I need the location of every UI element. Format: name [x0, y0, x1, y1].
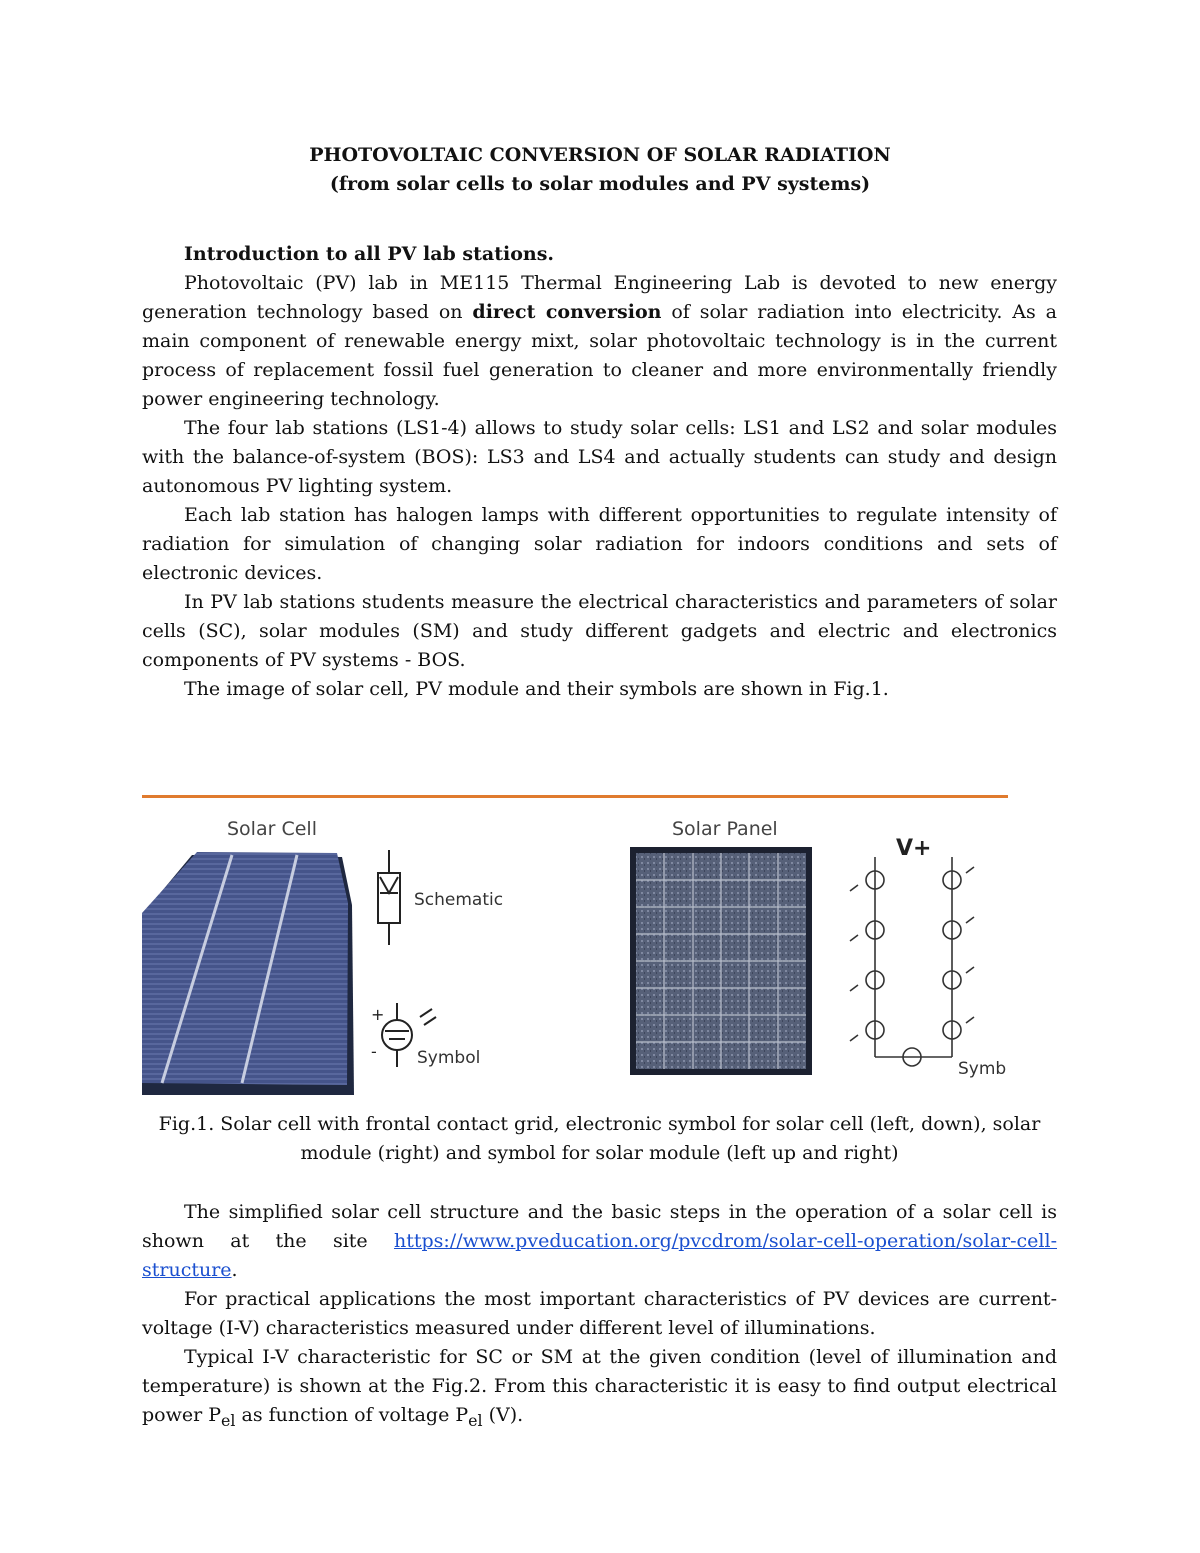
intro-heading: Introduction to all PV lab stations.	[184, 243, 554, 265]
paragraph-2: The four lab stations (LS1-4) allows to study solar cells: LS1 and LS2 and solar modules with the balance-of-system (BOS): LS3 and LS4 and actually students can study and design autonomous PV lighting system.	[142, 417, 1057, 497]
p1-text-a: Photovoltaic (PV) lab in ME115 Thermal Engineering Lab is devoted to new energy generation technology based on	[142, 272, 1057, 323]
intro-section	[142, 240, 1057, 704]
paragraph-6	[142, 1198, 1057, 1285]
document-title: PHOTOVOLTAIC CONVERSION OF SOLAR RADIATION	[309, 144, 891, 166]
document-subtitle: (from solar cells to solar modules and PV systems)	[329, 173, 871, 195]
p1-text-b: of solar radiation into electricity. As a main component of renewable energy mixt, solar photovoltaic technology is in the current process of replacement fossil fuel generation to cleaner and more environmentally friendly power engineering technology.	[142, 301, 1057, 410]
solar-panel-image	[630, 847, 812, 1075]
minus-sign: -	[371, 1042, 377, 1061]
p6-text-b: .	[231, 1259, 238, 1281]
figure-top-rule	[142, 795, 1008, 798]
symbol-label: Symbol	[417, 1048, 481, 1068]
paragraph-1	[142, 269, 1057, 414]
plus-sign: +	[371, 1005, 385, 1024]
schematic-symbol	[378, 850, 400, 945]
p1-bold: direct conversion	[472, 301, 662, 323]
p8-sub-2: el	[468, 1410, 483, 1430]
paragraph-8	[142, 1343, 1057, 1435]
figure-1	[142, 795, 1008, 1105]
p8-text-b: as function of voltage P	[235, 1404, 469, 1426]
paragraph-7: For practical applications the most important characteristics of PV devices are current-voltage (I-V) characteristics measured under different level of illuminations.	[142, 1288, 1057, 1339]
figure-1-graphic	[142, 795, 1008, 1105]
paragraph-3: Each lab station has halogen lamps with different opportunities to regulate intensity of radiation for simulation of changing solar radiation for indoors conditions and sets of electronic devices.	[142, 504, 1057, 584]
paragraph-4: In PV lab stations students measure the electrical characteristics and parameters of solar cells (SC), solar modules (SM) and study different gadgets and electric and electronics components of PV systems - BOS.	[142, 591, 1057, 671]
structure-section	[142, 1198, 1057, 1435]
solar-cell-label: Solar Cell	[227, 818, 317, 840]
caption-line-1: Fig.1. Solar cell with frontal contact grid, electronic symbol for solar cell (left, down), solar	[158, 1113, 1041, 1135]
p8-text-c: (V).	[482, 1404, 524, 1426]
figure-caption	[142, 1110, 1057, 1168]
solar-cell-image	[142, 852, 354, 1095]
p8-sub-1: el	[221, 1410, 236, 1430]
p8-text-a: Typical I-V characteristic for SC or SM at the given condition (level of illumination and temperature) is shown at the Fig.2. From this characteristic it is easy to find output electrical power P	[142, 1346, 1057, 1426]
pveducation-link[interactable]: https://www.pveducation.org/pvcdrom/solar-cell-operation/solar-cell-structure	[142, 1230, 1057, 1281]
paragraph-5: The image of solar cell, PV module and their symbols are shown in Fig.1.	[184, 678, 889, 700]
caption-line-2: module (right) and symbol for solar module (left up and right)	[300, 1142, 899, 1164]
module-symbol-label: Symb	[958, 1059, 1007, 1079]
schematic-label: Schematic	[414, 890, 504, 910]
p6-text-a: The simplified solar cell structure and the basic steps in the operation of a solar cell is shown at the site	[142, 1201, 1057, 1252]
module-symbol	[850, 857, 974, 1066]
solar-panel-label: Solar Panel	[672, 818, 778, 840]
vplus-label: V+	[896, 836, 932, 861]
